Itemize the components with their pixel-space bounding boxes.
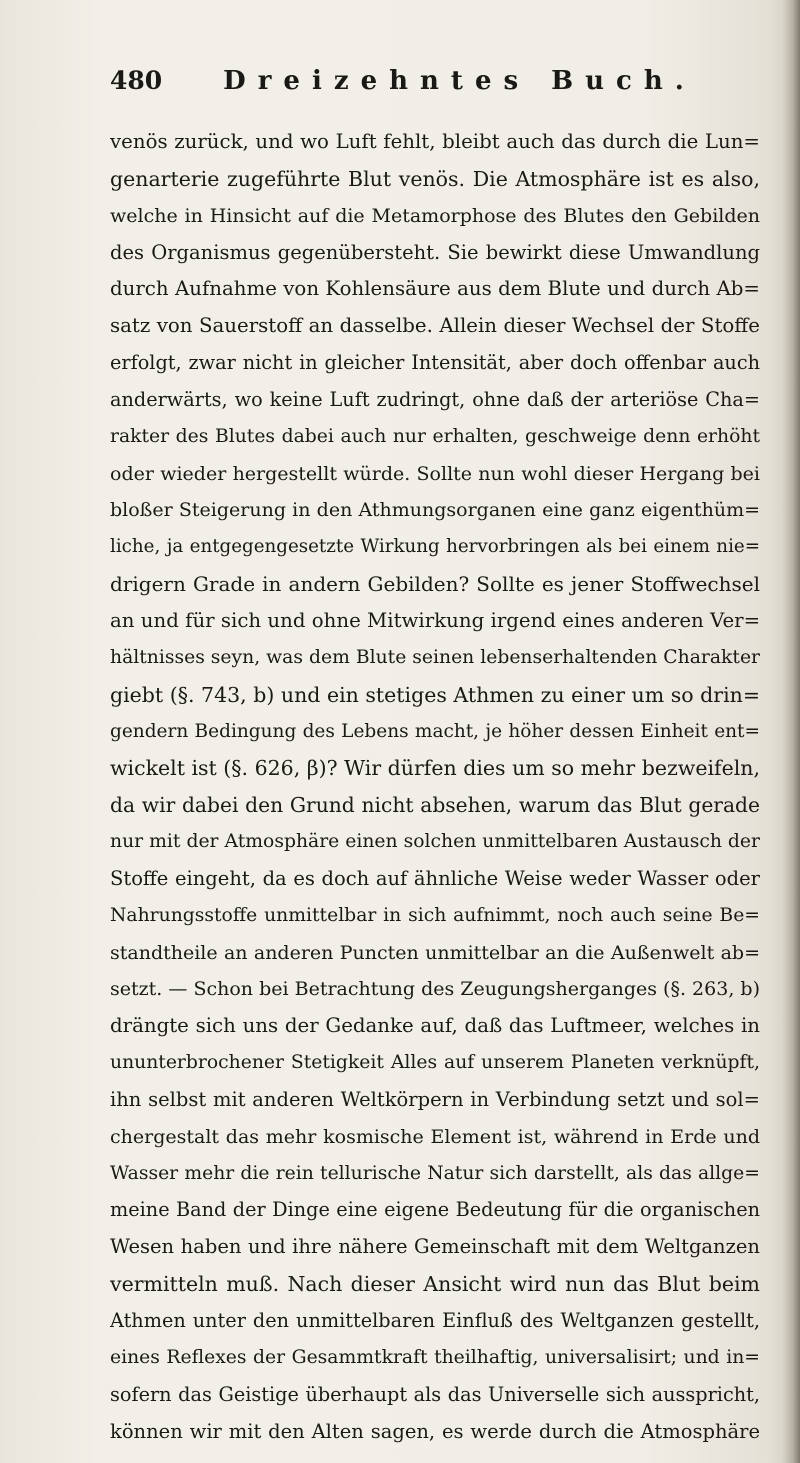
text-line: ihn selbst mit anderen Weltkörpern in Verbindung setzt und sol= <box>110 1087 760 1111</box>
text-line: erfolgt, zwar nicht in gleicher Intensität, aber doch offenbar auch <box>110 351 760 375</box>
text-line: standtheile an anderen Puncten unmittelbar an die Außenwelt ab= <box>110 941 760 964</box>
text-line: satz von Sauerstoff an dasselbe. Allein dieser Wechsel der Stoffe <box>110 314 760 338</box>
text-line: des Organismus gegenübersteht. Sie bewirkt diese Umwandlung <box>110 240 760 264</box>
text-line: können wir mit den Alten sagen, es werde durch die Atmosphäre <box>110 1419 760 1443</box>
text-line: Nahrungsstoffe unmittelbar in sich aufnimmt, noch auch seine Be= <box>110 904 760 926</box>
text-line: da wir dabei den Grund nicht absehen, warum das Blut gerade <box>110 793 760 818</box>
text-line: ununterbrochener Stetigkeit Alles auf unserem Planeten verknüpft, <box>110 1052 760 1074</box>
text-line: drängte sich uns der Gedanke auf, daß das Luftmeer, welches in <box>110 1014 760 1038</box>
text-line: an und für sich und ohne Mitwirkung irgend eines anderen Ver= <box>110 608 760 632</box>
text-line: liche, ja entgegengesetzte Wirkung hervorbringen als bei einem nie= <box>110 536 760 558</box>
text-line: nur mit der Atmosphäre einen solchen unmittelbaren Austausch der <box>110 831 760 853</box>
text-line: Stoffe eingeht, da es doch auf ähnliche Weise weder Wasser oder <box>110 866 760 890</box>
page-header <box>110 64 760 104</box>
text-line: Wesen haben und ihre nähere Gemeinschaft mit dem Weltganzen <box>110 1235 760 1259</box>
text-line: venös zurück, und wo Luft fehlt, bleibt auch das durch die Lun= <box>110 130 760 153</box>
page-edge-shadow <box>782 0 800 1463</box>
text-line: gendern Bedingung des Lebens macht, je höher dessen Einheit ent= <box>110 720 760 742</box>
text-line: vermitteln muß. Nach dieser Ansicht wird nun das Blut beim <box>110 1272 760 1297</box>
text-line: rakter des Blutes dabei auch nur erhalten, geschweige denn erhöht <box>110 425 760 447</box>
text-line: drigern Grade in andern Gebilden? Sollte es jener Stoffwechsel <box>110 572 760 597</box>
text-line: Wasser mehr die rein tellurische Natur sich darstellt, als das allge= <box>110 1162 760 1184</box>
text-line: setzt. — Schon bei Betrachtung des Zeugungsherganges (§. 263, b) <box>110 978 760 1001</box>
body-text <box>110 124 760 1450</box>
text-line: welche in Hinsicht auf die Metamorphose des Blutes den Gebilden <box>110 204 760 227</box>
text-line: wickelt ist (§. 626, β)? Wir dürfen dies um so mehr bezweifeln, <box>110 756 760 781</box>
page-number: 480 <box>110 66 163 95</box>
text-line: meine Band der Dinge eine eigene Bedeutung für die organischen <box>110 1198 760 1222</box>
text-line: hältnisses seyn, was dem Blute seinen lebenserhaltenden Charakter <box>110 646 760 668</box>
text-line: Athmen unter den unmittelbaren Einfluß des Weltganzen gestellt, <box>110 1309 760 1332</box>
text-line: eines Reflexes der Gesammtkraft theilhaftig, universalisirt; und in= <box>110 1346 760 1368</box>
running-title: Dreizehntes Buch. <box>223 66 696 96</box>
text-line: giebt (§. 743, b) und ein stetiges Athmen zu einer um so drin= <box>110 682 760 707</box>
text-line: durch Aufnahme von Kohlensäure aus dem Blute und durch Ab= <box>110 277 760 301</box>
text-line: anderwärts, wo keine Luft zudringt, ohne daß der arteriöse Cha= <box>110 387 760 411</box>
text-line: bloßer Steigerung in den Athmungsorganen eine ganz eigenthüm= <box>110 499 760 522</box>
text-line: genarterie zugeführte Blut venös. Die Atmosphäre ist es also, <box>110 166 760 191</box>
text-line: oder wieder hergestellt würde. Sollte nun wohl dieser Hergang bei <box>110 462 760 485</box>
text-line: chergestalt das mehr kosmische Element ist, während in Erde und <box>110 1125 760 1148</box>
text-line: sofern das Geistige überhaupt als das Universelle sich ausspricht, <box>110 1382 760 1406</box>
